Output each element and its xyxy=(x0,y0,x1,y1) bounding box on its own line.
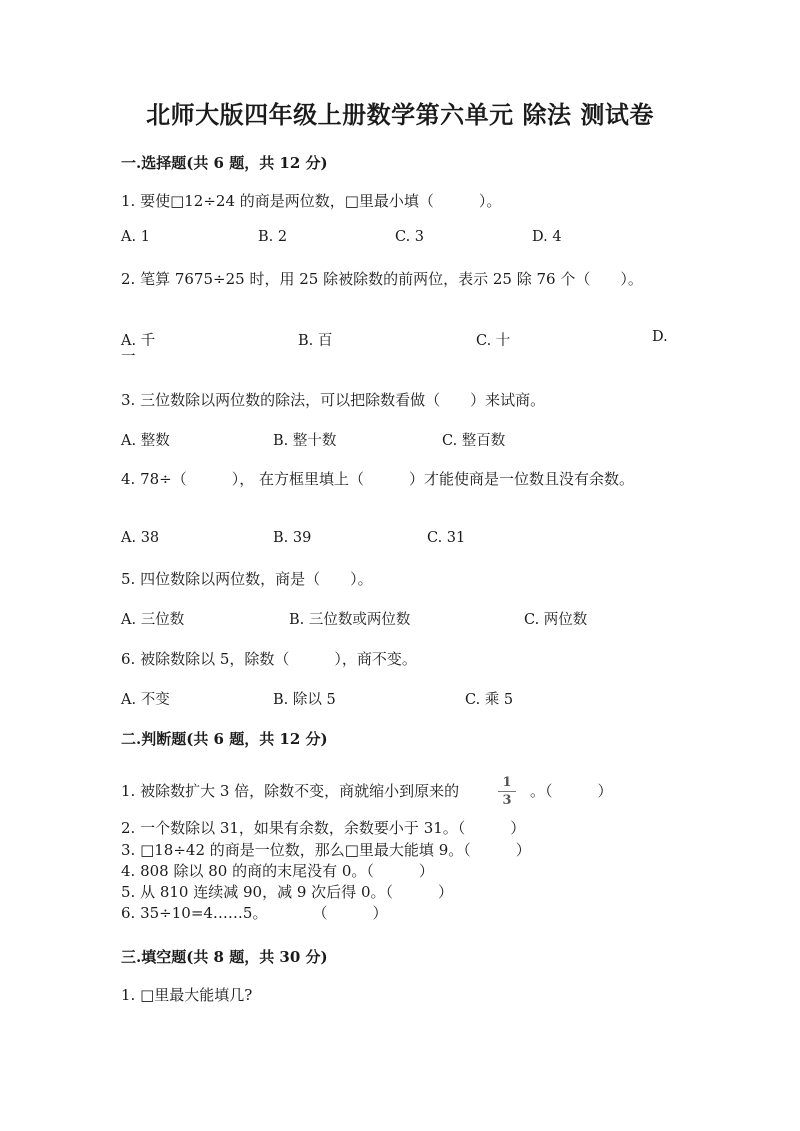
option-1-2-a: A. 千 xyxy=(121,333,156,349)
section-heading-fill: 三.填空题(共 8 题，共 30 分) xyxy=(121,948,328,966)
option-1-2-d: D. xyxy=(652,329,668,345)
option-1-1-c: C. 3 xyxy=(395,229,425,245)
question-2-3: 3. □18÷42 的商是一位数，那么□里最大能填 9。（ ） xyxy=(121,841,531,859)
question-2-4: 4. 808 除以 80 的商的末尾没有 0。（ ） xyxy=(121,862,434,880)
option-1-6-c: C. 乘 5 xyxy=(465,692,514,708)
fraction-numerator: 1 xyxy=(502,775,512,790)
fraction-one-third xyxy=(498,775,516,808)
question-1-1: 1. 要使□12÷24 的商是两位数，□里最小填（ ）。 xyxy=(121,192,502,210)
option-1-1-b: B. 2 xyxy=(258,229,288,245)
question-1-4: 4. 78÷（ ）， 在方框里填上（ ）才能使商是一位数且没有余数。 xyxy=(121,470,635,488)
option-1-2-b: B. 百 xyxy=(298,333,333,349)
option-1-4-b: B. 39 xyxy=(273,530,312,546)
question-2-6: 6. 35÷10=4……5。 （ ） xyxy=(121,904,388,922)
option-1-4-a: A. 38 xyxy=(121,530,160,546)
section-heading-choice: 一.选择题(共 6 题，共 12 分) xyxy=(121,154,328,172)
section-heading-judgment: 二.判断题(共 6 题，共 12 分) xyxy=(121,730,328,748)
question-1-2: 2. 笔算 7675÷25 时，用 25 除被除数的前两位，表示 25 除 76 个（ ）。 xyxy=(121,270,643,288)
question-3-1: 1. □里最大能填几? xyxy=(121,986,253,1004)
question-2-5: 5. 从 810 连续减 90，减 9 次后得 0。（ ） xyxy=(121,883,453,901)
option-1-5-c: C. 两位数 xyxy=(524,612,588,628)
option-1-2-c: C. 十 xyxy=(476,333,511,349)
option-1-1-d: D. 4 xyxy=(532,229,562,245)
option-1-3-a: A. 整数 xyxy=(121,433,170,449)
option-1-2-d-text: 一 xyxy=(121,349,136,365)
option-1-6-b: B. 除以 5 xyxy=(273,692,336,708)
question-2-2: 2. 一个数除以 31，如果有余数，余数要小于 31。（ ） xyxy=(121,819,526,837)
question-1-3: 3. 三位数除以两位数的除法，可以把除数看做（ ）来试商。 xyxy=(121,391,546,409)
option-1-4-c: C. 31 xyxy=(427,530,466,546)
option-1-3-c: C. 整百数 xyxy=(442,433,506,449)
page-title: 北师大版四年级上册数学第六单元 除法 测试卷 xyxy=(146,100,654,129)
question-2-1-tail: 。（ ） xyxy=(530,782,613,800)
question-1-5: 5. 四位数除以两位数，商是（ ）。 xyxy=(121,570,373,588)
option-1-3-b: B. 整十数 xyxy=(273,433,337,449)
fraction-denominator: 3 xyxy=(502,793,512,808)
question-1-6: 6. 被除数除以 5，除数（ ），商不变。 xyxy=(121,650,417,668)
fraction-bar xyxy=(498,791,516,792)
option-1-6-a: A. 不变 xyxy=(121,692,170,708)
option-1-5-b: B. 三位数或两位数 xyxy=(289,612,411,628)
option-1-5-a: A. 三位数 xyxy=(121,612,185,628)
option-1-1-a: A. 1 xyxy=(121,229,150,245)
question-2-1: 1. 被除数扩大 3 倍，除数不变，商就缩小到原来的 xyxy=(121,782,460,800)
